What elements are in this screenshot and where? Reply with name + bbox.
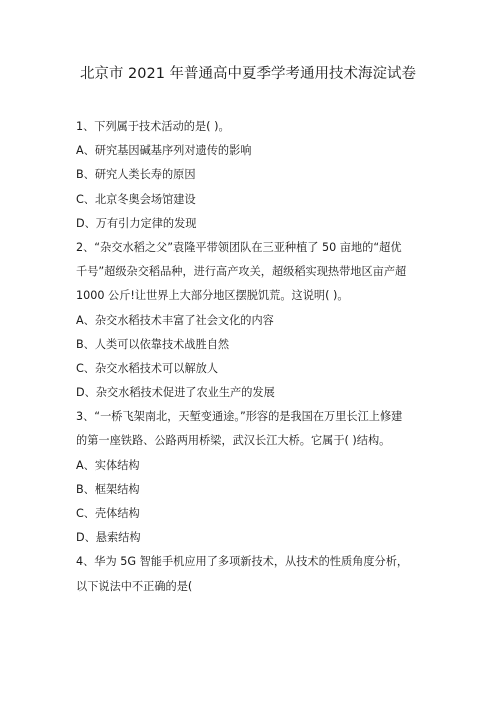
question-4-stem-line-1: 4、华为 5G 智能手机应用了多项新技术，从技术的性质角度分析， bbox=[76, 555, 409, 569]
question-3-stem-line-1: 3、“一桥飞架南北，天堑变通途。”形容的是我国在万里长江上修建 bbox=[76, 410, 403, 424]
question-1-stem: 1、下列属于技术活动的是( )。 bbox=[76, 120, 230, 133]
question-3-option-b: B、框架结构 bbox=[76, 482, 140, 496]
question-3-stem-line-2: 的第一座铁路、公路两用桥梁，武汉长江大桥。它属于( )结构。 bbox=[76, 434, 391, 448]
question-3-option-d: D、悬索结构 bbox=[76, 531, 141, 545]
question-2-option-c: C、杂交水稻技术可以解放人 bbox=[76, 361, 219, 375]
question-2-stem-line-2: 千号”超级杂交稻品种，进行高产攻关，超级稻实现热带地区亩产超 bbox=[76, 265, 407, 279]
question-2-stem-line-1: 2、“杂交水稻之父”袁隆平带领团队在三亚种植了 50 亩地的“超优 bbox=[76, 240, 402, 254]
question-1-option-c: C、北京冬奥会场馆建设 bbox=[76, 192, 196, 206]
question-2-option-a: A、杂交水稻技术丰富了社会文化的内容 bbox=[76, 313, 274, 327]
question-4-stem-line-2: 以下说法中不正确的是( bbox=[76, 579, 193, 593]
question-1-option-a: A、研究基因碱基序列对遗传的影响 bbox=[76, 144, 252, 158]
document-body bbox=[76, 115, 426, 599]
question-2-option-b: B、人类可以依靠技术战胜自然 bbox=[76, 337, 230, 351]
question-2-option-d: D、杂交水稻技术促进了农业生产的发展 bbox=[76, 386, 275, 400]
question-2-stem-line-3: 1000 公斤!让世界上大部分地区摆脱饥荒。这说明( )。 bbox=[76, 289, 349, 303]
question-1-option-d: D、万有引力定律的发现 bbox=[76, 216, 197, 230]
question-3-option-c: C、壳体结构 bbox=[76, 507, 140, 520]
question-1-option-b: B、研究人类长寿的原因 bbox=[76, 168, 196, 182]
document-title: 北京市 2021 年普通高中夏季学考通用技术海淀试卷 bbox=[79, 66, 417, 82]
question-3-option-a: A、实体结构 bbox=[76, 458, 140, 472]
